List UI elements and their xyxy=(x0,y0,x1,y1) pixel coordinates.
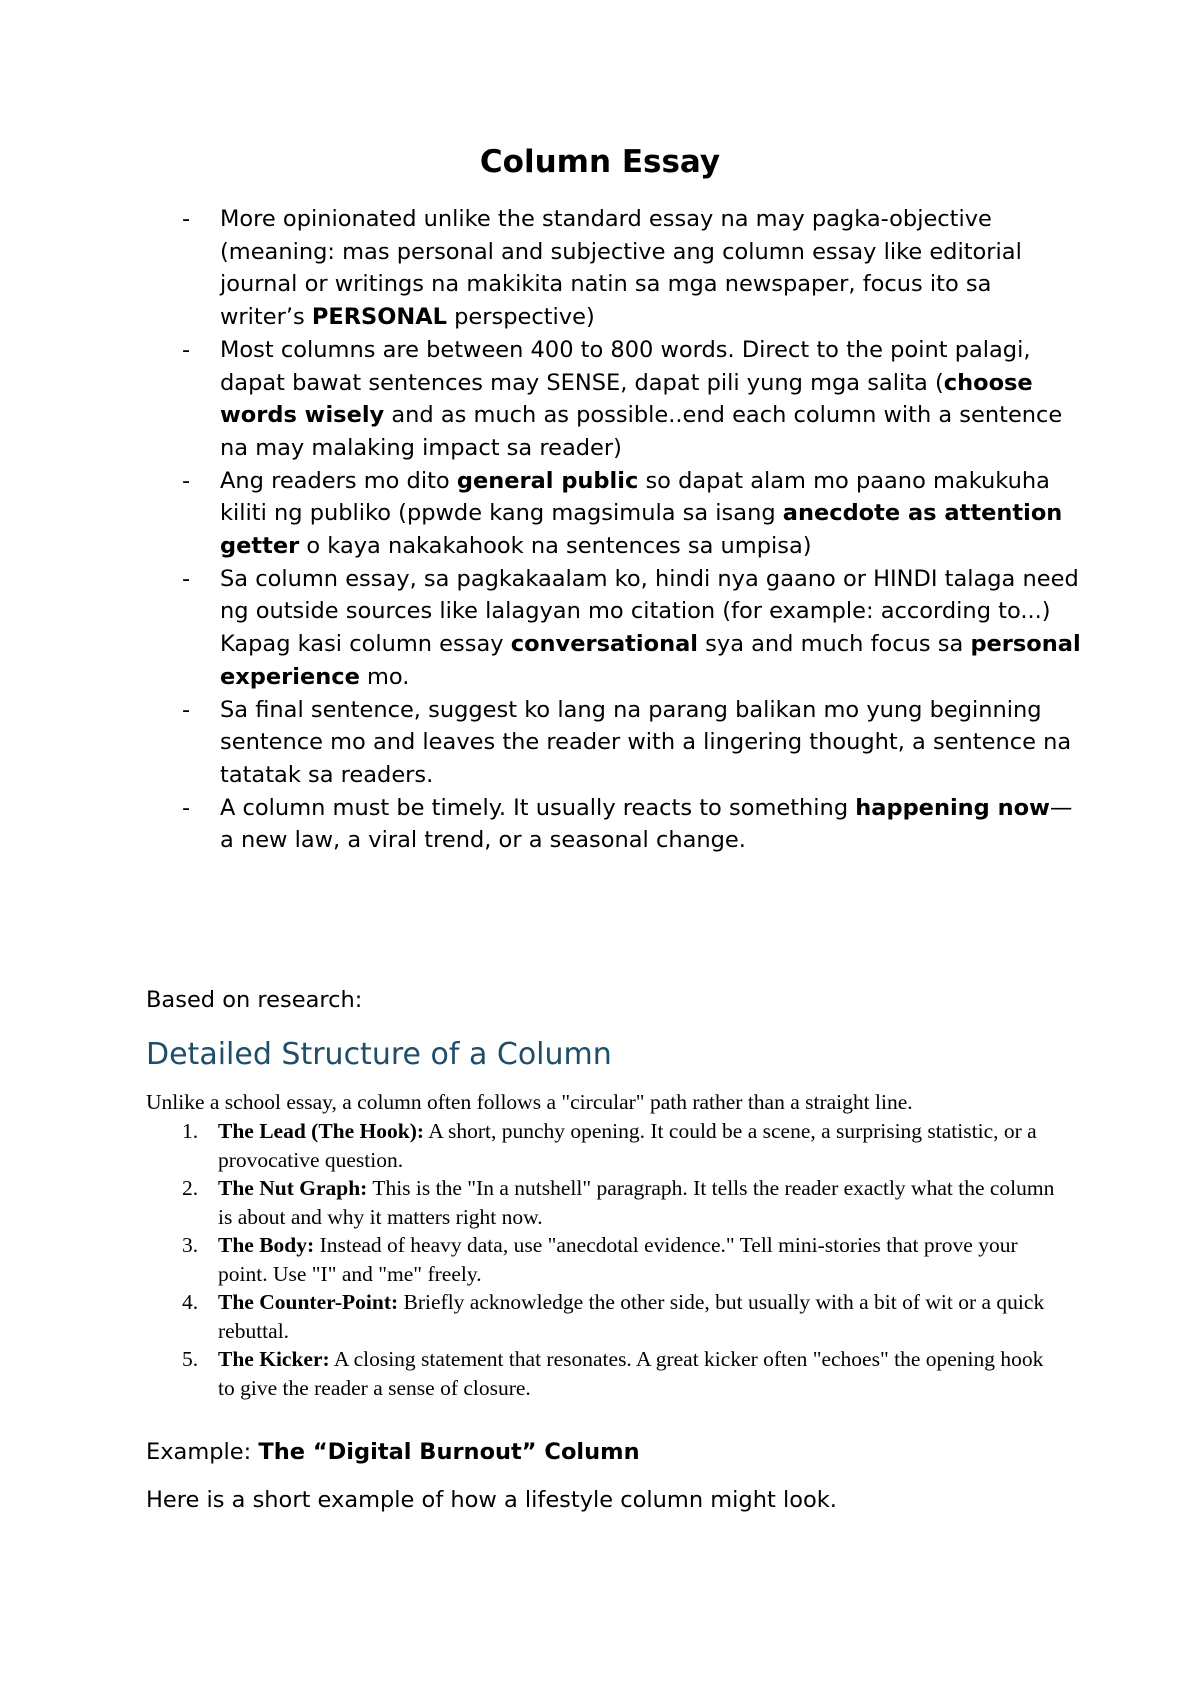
research-label: Based on research: xyxy=(146,987,363,1013)
structure-step xyxy=(182,1174,1062,1231)
bullet-bold-text: happening now xyxy=(855,794,1050,821)
bullet-text: o kaya nakakahook na sentences sa umpisa) xyxy=(299,533,812,560)
section-heading: Detailed Structure of a Column xyxy=(146,1037,612,1072)
bullet-paragraph xyxy=(220,792,1082,857)
example-title: The “Digital Burnout” Column xyxy=(258,1439,640,1465)
document-title: Column Essay xyxy=(479,144,721,180)
bullet-text: Kapag kasi column essay xyxy=(220,631,511,658)
bullet-paragraph xyxy=(220,563,1082,628)
example-description: Here is a short example of how a lifestyle column might look. xyxy=(146,1487,837,1513)
step-description: A closing statement that resonates. A great kicker often "echoes" the opening hook to give the reader a sense of closure. xyxy=(218,1347,1044,1400)
structure-step xyxy=(182,1117,1062,1174)
bullet-text: Sa final sentence, suggest ko lang na parang balikan mo yung beginning sentence mo and leaves the reader with a lingering thought, a sentence na tatatak sa readers. xyxy=(220,696,1072,788)
structure-step xyxy=(182,1288,1062,1345)
example-line xyxy=(146,1436,640,1468)
bullet-item xyxy=(182,563,1082,694)
bullet-bold-text: conversational xyxy=(510,631,698,658)
bullet-dash: - xyxy=(182,794,191,821)
structure-step xyxy=(182,1231,1062,1288)
bullet-dash: - xyxy=(182,565,191,592)
step-term: The Body: xyxy=(218,1233,315,1257)
step-number: 3. xyxy=(182,1233,199,1257)
bullet-text: and as much as possible..end each column with a sentence na may malaking impact sa reader) xyxy=(220,402,1063,461)
structure-intro: Unlike a school essay, a column often follows a "circular" path rather than a straight line. xyxy=(146,1090,913,1114)
bullet-text: Most columns are between 400 to 800 words. Direct to the point palagi, dapat bawat sentences may SENSE, dapat pili yung mga salita ( xyxy=(220,336,1031,396)
bullet-item xyxy=(182,334,1082,465)
bullet-paragraph xyxy=(220,465,1082,563)
bullet-paragraph xyxy=(220,694,1082,792)
step-term: The Lead (The Hook): xyxy=(218,1119,425,1143)
tips-bullet-list xyxy=(182,203,1082,857)
bullet-item xyxy=(182,792,1082,857)
step-number: 5. xyxy=(182,1347,199,1371)
bullet-item xyxy=(182,465,1082,563)
step-term: The Kicker: xyxy=(218,1347,330,1371)
step-description: This is the "In a nutshell" paragraph. It tells the reader exactly what the column is about and why it matters right now. xyxy=(218,1176,1055,1229)
bullet-bold-text: personal experience xyxy=(220,631,1081,690)
bullet-bold-text: general public xyxy=(456,467,639,494)
bullet-bold-text: choose words wisely xyxy=(220,369,1033,429)
structure-step xyxy=(182,1345,1062,1402)
bullet-text: Sa column essay, sa pagkakaalam ko, hindi nya gaano or HINDI talaga need ng outside sources like lalagyan mo citation (for example: according to...) xyxy=(220,565,1079,625)
step-number: 1. xyxy=(182,1119,199,1143)
bullet-text: mo. xyxy=(359,663,410,690)
example-label: Example: xyxy=(146,1439,259,1465)
bullet-dash: - xyxy=(182,467,191,494)
step-number: 4. xyxy=(182,1290,199,1314)
bullet-text: Ang readers mo dito xyxy=(220,467,457,494)
bullet-text: A column must be timely. It usually reacts to something xyxy=(220,794,856,821)
bullet-paragraph xyxy=(220,334,1082,465)
step-description: Instead of heavy data, use "anecdotal evidence." Tell mini-stories that prove your point. Use "I" and "me" freely. xyxy=(218,1233,1018,1286)
bullet-bold-text: PERSONAL xyxy=(311,304,447,331)
bullet-paragraph xyxy=(220,203,1082,334)
bullet-text: sya and much focus sa xyxy=(698,631,971,658)
bullet-bold-text: anecdote as attention getter xyxy=(220,500,1063,560)
bullet-continuation-paragraph xyxy=(220,628,1082,693)
structure-steps-list xyxy=(182,1117,1062,1402)
step-description: Briefly acknowledge the other side, but usually with a bit of wit or a quick rebuttal. xyxy=(218,1290,1045,1343)
bullet-text: so dapat alam mo paano makukuha kiliti ng publiko (ppwde kang magsimula sa isang xyxy=(220,467,1050,527)
step-term: The Nut Graph: xyxy=(218,1176,368,1200)
bullet-item xyxy=(182,203,1082,334)
bullet-text: —a new law, a viral trend, or a seasonal change. xyxy=(220,794,1073,854)
bullet-item xyxy=(182,694,1082,792)
step-term: The Counter-Point: xyxy=(218,1290,399,1314)
bullet-dash: - xyxy=(182,696,191,723)
bullet-dash: - xyxy=(182,206,191,232)
bullet-text: perspective) xyxy=(446,304,595,331)
bullet-text: More opinionated unlike the standard essay na may pagka-objective (meaning: mas personal and subjective ang column essay like editorial journal or writings na makikita natin sa mga newspaper, focus ito sa writer’s xyxy=(220,206,1022,331)
bullet-dash: - xyxy=(182,336,191,363)
step-number: 2. xyxy=(182,1176,199,1200)
step-description: A short, punchy opening. It could be a scene, a surprising statistic, or a provocative question. xyxy=(218,1119,1037,1172)
